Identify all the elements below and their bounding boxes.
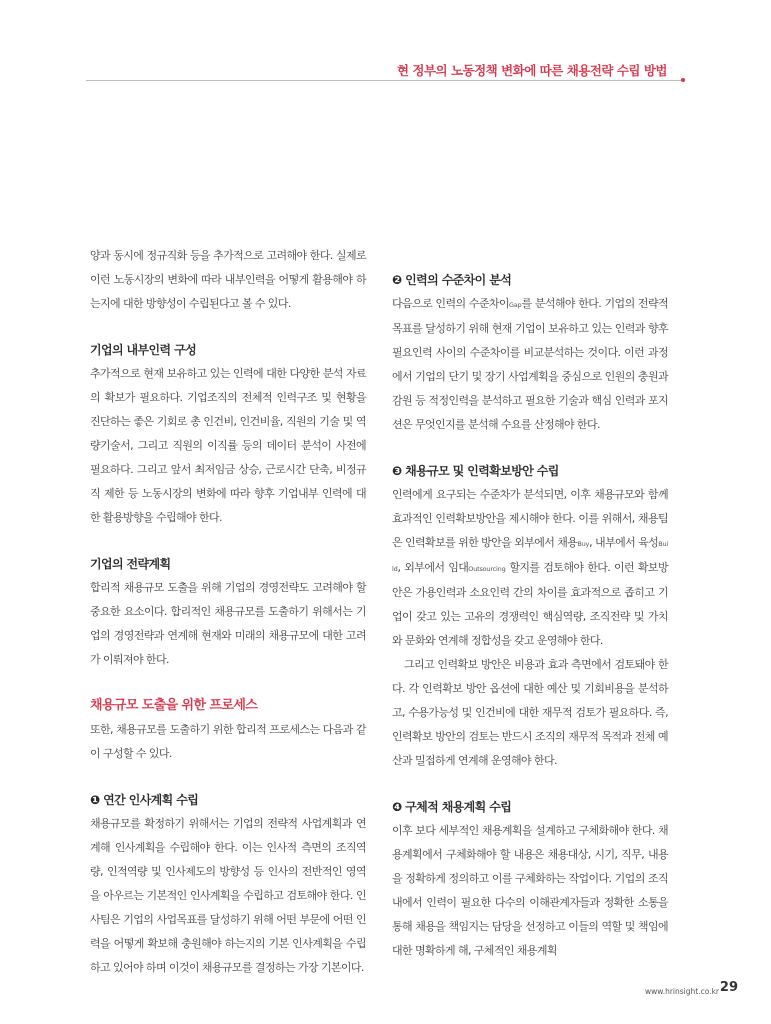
header-divider: [86, 80, 683, 81]
step-3-heading: ❸ 채용규모 및 인력확보방안 수립: [392, 464, 559, 478]
section-heading-strategy: 기업의 전략계획: [90, 557, 171, 571]
step-1-heading: ❶ 연간 인사계획 수립: [90, 793, 199, 807]
step-1-paragraph: 채용규모를 확정하기 위해서는 기업의 전략적 사업계획과 연계해 인사계획을 수립해야 한다. 이는 인사적 측면의 조직역량, 인적역량 및 인사제도의 방향성 등 인사의 전반적인 영역을 아우르는 기본적인 인사계획을 수립하고 검토해야 한다. 인사팀은 기업의 사업목표를 달성하기 위해 어떤 부문에 어떤 인력을 어떻게 확보해 충원해야 하는지의 기본 인사계획을 수립하고 있어야 하며 이것이 채용규모를 결정하는 가장 기본이다.: [90, 817, 366, 974]
step-2-heading: ❷ 인력의 수준차이 분석: [392, 273, 512, 287]
intro-paragraph: 양과 동시에 정규직화 등을 추가적으로 고려해야 한다. 실제로 이런 노동시장의 변화에 따라 내부인력을 어떻게 활용해야 하는지에 대한 방향성이 수립된다고 볼 수 있다.: [90, 249, 366, 310]
section-heading-process: 채용규모 도출을 위한 프로세스: [90, 698, 258, 713]
strategy-paragraph: 합리적 채용규모 도출을 위해 기업의 경영전략도 고려해야 할 중요한 요소이다. 합리적인 채용규모를 도출하기 위해서는 기업의 경영전략과 연계해 현재와 미래의 채용규모에 대한 고려가 이뤄져야 한다.: [90, 581, 366, 666]
step-2-paragraph: 다음으로 인력의 수준차이Gap를 분석해야 한다. 기업의 전략적 목표를 달성하기 위해 현재 기업이 보유하고 있는 인력과 향후 필요인력 사이의 수준차이를 비교분석하는 것이다. 이런 과정에서 기업의 단기 및 장기 사업계획을 중심으로 인원의 충원과 감원 등 적정인력을 분석하고 필요한 기술과 핵심 인력과 포지션은 무엇인지를 분석해 수요를 산정해야 한다.: [392, 297, 668, 431]
header-accent-dot: [681, 78, 685, 82]
running-header-title: 현 정부의 노동정책 변화에 따른 채용전략 수립 방법: [396, 63, 667, 78]
process-intro-paragraph: 또한, 채용규모를 도출하기 위한 합리적 프로세스는 다음과 같이 구성할 수 있다.: [90, 723, 366, 760]
step-4-paragraph: 이후 보다 세부적인 채용계획을 설계하고 구체화해야 한다. 채용계획에서 구체화해야 할 내용은 채용대상, 시기, 직무, 내용을 정확하게 정의하고 이를 구체화하는 작업이다. 기업의 조직 내에서 인력이 필요한 다수의 이해관계자들과 정확한 소통을 통해 채용을 책임지는 담당을 선정하고 이들의 역할 및 책임에 대한 명확하게 해, 구체적인 채용계획: [392, 824, 668, 957]
left-column: [90, 244, 366, 980]
section-heading-internal-workforce: 기업의 내부인력 구성: [90, 343, 197, 357]
footer-url: www.hrinsight.co.kr: [645, 987, 719, 996]
page-number: 29: [719, 980, 738, 995]
step-3-paragraph-2: 그리고 인력확보 방안은 비용과 효과 측면에서 검토돼야 한다. 각 인력확보 방안 옵션에 대한 예산 및 기회비용을 분석하고, 수용가능성 및 인건비에 대한 재무적 검토가 필요하다. 즉, 인력확보 방안의 검토는 반드시 조직의 재무적 목적과 전체 예산과 밀접하게 연계해 운영해야 한다.: [392, 658, 668, 767]
internal-workforce-paragraph: 추가적으로 현재 보유하고 있는 인력에 대한 다양한 분석 자료의 확보가 필요하다. 기업조직의 전체적 인력구조 및 현황을 진단하는 좋은 기회로 총 인건비, 인건비율, 직원의 기술 및 역량기술서, 그리고 직원의 이직률 등의 데이터 분석이 사전에 필요하다. 그리고 앞서 최저임금 상승, 근로시간 단축, 비정규직 제한 등 노동시장의 변화에 따라 향후 기업내부 인력에 대한 활용방향을 수립해야 한다.: [90, 367, 366, 524]
step-3-paragraph: 인력에게 요구되는 수준차가 분석되면, 이후 채용규모와 함께 효과적인 인력확보방안을 제시해야 한다. 이를 위해서, 채용팀은 인력확보를 위한 방안을 외부에서 채용Buy, 내부에서 육성Build, 외부에서 임대Outsourcing 할지를 검토해야 한다. 이런 확보방안은 가용인력과 소요인력 간의 차이를 효과적으로 좁히고 기업이 갖고 있는 고유의 경쟁력인 핵심역량, 조직전략 및 가치와 문화와 연계해 정합성을 갖고 운영해야 한다.: [392, 488, 668, 647]
step-4-heading: ❹ 구체적 채용계획 수립: [392, 800, 512, 814]
right-column: [392, 244, 668, 963]
